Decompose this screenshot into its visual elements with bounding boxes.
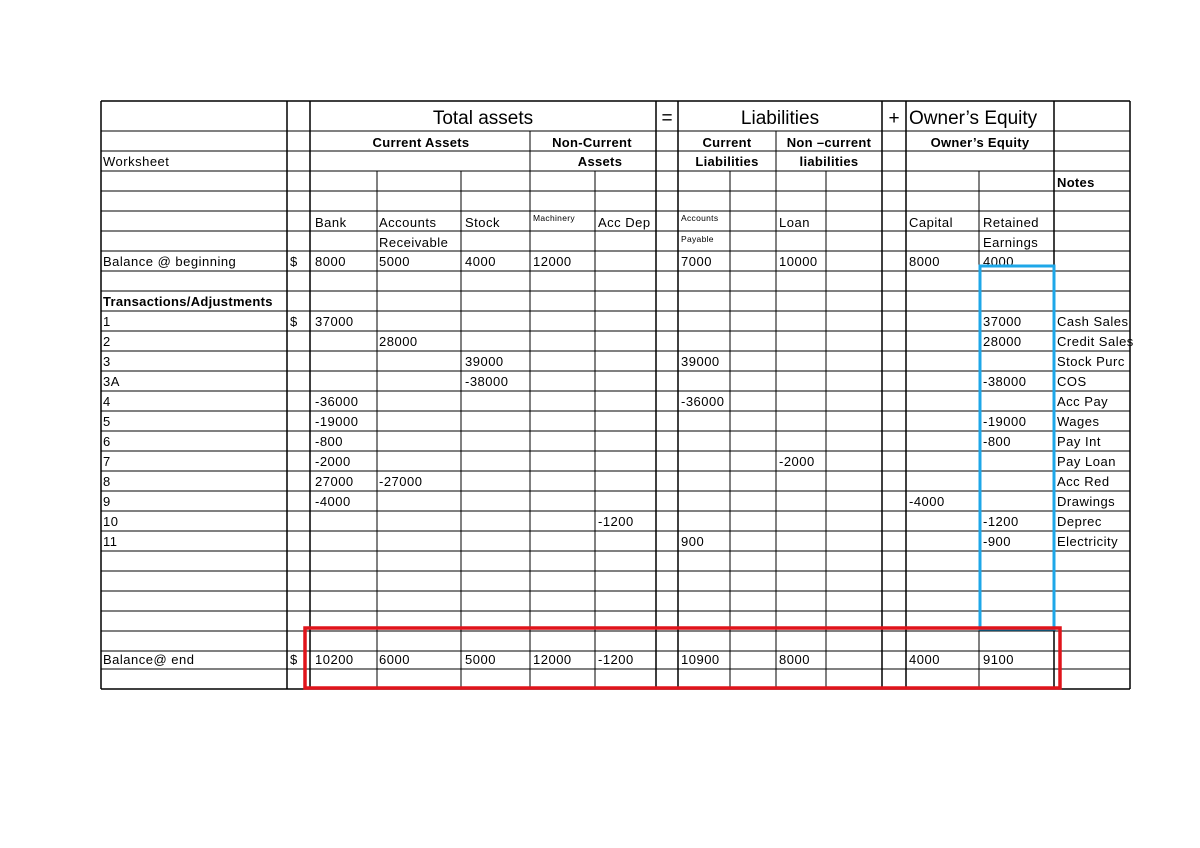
beginning-machinery: 12000 <box>533 254 572 269</box>
txn-id: 8 <box>103 474 111 489</box>
txn-bank: -2000 <box>315 454 351 469</box>
col-retained-2: Earnings <box>983 235 1039 250</box>
txn-stock: 39000 <box>465 354 504 369</box>
txn-note: Drawings <box>1057 494 1116 509</box>
txn-note: Electricity <box>1057 534 1119 549</box>
txn-re: -900 <box>983 534 1012 549</box>
txn-note: Acc Red <box>1057 474 1110 489</box>
txn-note: Pay Int <box>1057 434 1101 449</box>
notes-heading: Notes <box>1057 175 1095 190</box>
txn-bank: 37000 <box>315 314 354 329</box>
transactions-heading: Transactions/Adjustments <box>103 294 273 309</box>
col-acc-dep: Acc Dep <box>598 215 651 230</box>
txn-id: 9 <box>103 494 111 509</box>
txn-id: 10 <box>103 514 119 529</box>
txn-bank: -800 <box>315 434 344 449</box>
end-loan: 8000 <box>779 652 810 667</box>
col-stock: Stock <box>465 215 501 230</box>
end-machinery: 12000 <box>533 652 572 667</box>
current-liabilities-heading-1: Current <box>702 135 752 150</box>
col-accounts-receivable-2: Receivable <box>379 235 449 250</box>
header-equals: = <box>661 108 673 129</box>
txn-bank: -19000 <box>315 414 359 429</box>
end-acc-dep: -1200 <box>598 652 634 667</box>
txn-note: Pay Loan <box>1057 454 1116 469</box>
header-owners-equity: Owner’s Equity <box>909 108 1038 129</box>
owners-equity-heading: Owner’s Equity <box>930 135 1030 150</box>
end-re: 9100 <box>983 652 1014 667</box>
col-machinery: Machinery <box>533 213 575 223</box>
txn-re: -19000 <box>983 414 1027 429</box>
txn-note: COS <box>1057 374 1087 389</box>
txn-note: Credit Sales <box>1057 334 1134 349</box>
txn-stock: -38000 <box>465 374 509 389</box>
txn-re: -800 <box>983 434 1012 449</box>
txn-note: Deprec <box>1057 514 1102 529</box>
txn-note: Wages <box>1057 414 1100 429</box>
header-liabilities: Liabilities <box>740 108 820 129</box>
txn-id: 6 <box>103 434 111 449</box>
txn-id: 7 <box>103 454 111 469</box>
beginning-capital: 8000 <box>909 254 940 269</box>
col-retained-1: Retained <box>983 215 1040 230</box>
col-accounts-receivable-1: Accounts <box>379 215 437 230</box>
col-bank: Bank <box>315 215 347 230</box>
txn-bank: 27000 <box>315 474 354 489</box>
end-stock: 5000 <box>465 652 496 667</box>
non-current-liabilities-heading-1: Non –current <box>786 135 872 150</box>
txn-re: -1200 <box>983 514 1019 529</box>
end-label: Balance@ end <box>103 652 195 667</box>
beginning-loan: 10000 <box>779 254 818 269</box>
txn-bank: -4000 <box>315 494 351 509</box>
end-capital: 4000 <box>909 652 940 667</box>
txn-ap: -36000 <box>681 394 725 409</box>
beginning-ar: 5000 <box>379 254 410 269</box>
non-current-assets-heading-2: Assets <box>577 154 623 169</box>
end-ar: 6000 <box>379 652 410 667</box>
current-assets-heading: Current Assets <box>372 135 470 150</box>
txn-ap: 900 <box>681 534 705 549</box>
txn-id: 2 <box>103 334 111 349</box>
end-dollar: $ <box>290 652 298 667</box>
non-current-liabilities-heading-2: liabilities <box>799 154 859 169</box>
txn-re: 37000 <box>983 314 1022 329</box>
header-plus: + <box>888 108 900 129</box>
txn-id: 3A <box>103 374 120 389</box>
end-ap: 10900 <box>681 652 720 667</box>
header-total-assets: Total assets <box>432 108 534 129</box>
txn-ar: -27000 <box>379 474 423 489</box>
txn-ar: 28000 <box>379 334 418 349</box>
txn-re: 28000 <box>983 334 1022 349</box>
txn-capital: -4000 <box>909 494 945 509</box>
txn-note: Cash Sales <box>1057 314 1129 329</box>
txn-ap: 39000 <box>681 354 720 369</box>
current-liabilities-heading-2: Liabilities <box>695 154 759 169</box>
txn-re: -38000 <box>983 374 1027 389</box>
txn-id: 5 <box>103 414 111 429</box>
beginning-re: 4000 <box>983 254 1014 269</box>
worksheet-label: Worksheet <box>103 154 170 169</box>
col-capital: Capital <box>909 215 953 230</box>
txn-acc-dep: -1200 <box>598 514 634 529</box>
txn-id: 3 <box>103 354 111 369</box>
beginning-dollar: $ <box>290 254 298 269</box>
txn-id: 11 <box>103 534 118 549</box>
col-accounts-payable-1: Accounts <box>681 213 719 223</box>
txn-dollar: $ <box>290 314 298 329</box>
beginning-ap: 7000 <box>681 254 712 269</box>
col-accounts-payable-2: Payable <box>681 234 714 244</box>
txn-id: 1 <box>103 314 111 329</box>
non-current-assets-heading-1: Non-Current <box>552 135 632 150</box>
beginning-stock: 4000 <box>465 254 496 269</box>
txn-note: Stock Purc <box>1057 354 1125 369</box>
txn-note: Acc Pay <box>1057 394 1109 409</box>
txn-bank: -36000 <box>315 394 359 409</box>
beginning-bank: 8000 <box>315 254 346 269</box>
col-loan: Loan <box>779 215 810 230</box>
end-bank: 10200 <box>315 652 354 667</box>
txn-id: 4 <box>103 394 111 409</box>
txn-loan: -2000 <box>779 454 815 469</box>
beginning-label: Balance @ beginning <box>103 254 237 269</box>
